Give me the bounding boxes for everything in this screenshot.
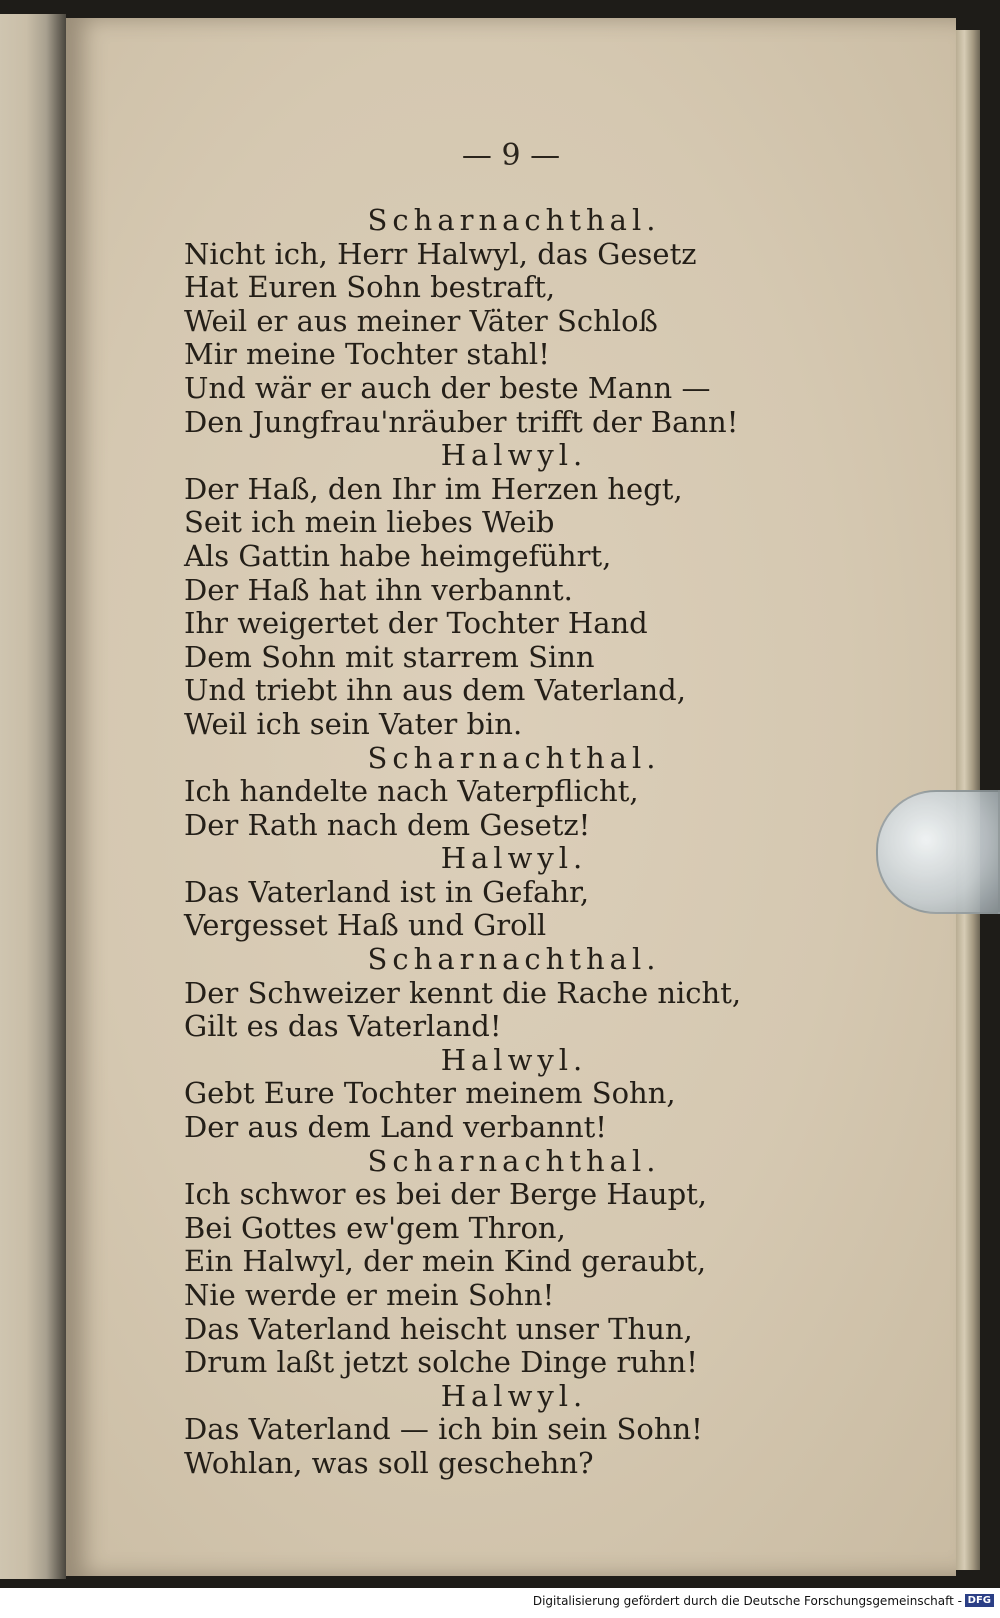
speaker-name: Scharnachthal. <box>367 203 661 237</box>
verse-line: Der Haß hat ihn verbannt. <box>184 572 573 607</box>
verse-line: Gebt Eure Tochter meinem Sohn, <box>184 1076 676 1111</box>
verse-line: Der Schweizer kennt die Rache nicht, <box>184 975 742 1010</box>
dfg-logo: DFG <box>965 1594 994 1607</box>
speaker-name: Scharnachthal. <box>367 942 661 977</box>
verse-line: Drum laßt jetzt solche Dinge ruhn! <box>184 1345 698 1380</box>
book-page <box>66 18 956 1576</box>
speaker-name: Halwyl. <box>440 841 588 876</box>
verse-line: Seit ich mein liebes Weib <box>184 505 555 540</box>
verse-line: Ich handelte nach Vaterpflicht, <box>184 774 639 809</box>
verse-line: Nie werde er mein Sohn! <box>184 1278 555 1312</box>
verse-line: Und wär er auch der beste Mann — <box>184 370 711 405</box>
verse-line: Der Rath nach dem Gesetz! <box>184 807 591 842</box>
digitization-credit: Digitalisierung gefördert durch die Deutsche Forschungsgemeinschaft - <box>532 1594 962 1608</box>
verse-line: Der Haß, den Ihr im Herzen hegt, <box>184 471 683 506</box>
verse-line: Bei Gottes ew'gem Thron, <box>184 1210 566 1245</box>
speaker-name: Halwyl. <box>440 438 588 473</box>
verse-line: Wohlan, was soll geschehn? <box>184 1445 594 1480</box>
verse-line: Das Vaterland heischt unser Thun, <box>184 1311 693 1346</box>
speaker-name: Scharnachthal. <box>367 1143 661 1178</box>
verse-line: Das Vaterland — ich bin sein Sohn! <box>184 1412 703 1447</box>
speaker-name: Halwyl. <box>440 1378 588 1413</box>
verse-line: Gilt es das Vaterland! <box>184 1009 502 1044</box>
verse-line: Und triebt ihn aus dem Vaterland, <box>184 673 686 708</box>
left-page-edge <box>0 14 66 1579</box>
verse-line: Vergesset Haß und Groll <box>184 908 547 943</box>
verse-line: Weil er aus meiner Väter Schloß <box>184 303 658 338</box>
footer-bar <box>0 1588 1000 1618</box>
verse-line: Den Jungfrau'nräuber trifft der Bann! <box>184 404 739 439</box>
verse-line: Nicht ich, Herr Halwyl, das Gesetz <box>184 236 697 271</box>
verse-line: Ihr weigertet der Tochter Hand <box>184 606 648 641</box>
verse-text-block <box>184 204 884 1481</box>
verse-line: Ein Halwyl, der mein Kind geraubt, <box>184 1244 707 1279</box>
page-holder-clip <box>876 790 1000 914</box>
speaker-name: Halwyl. <box>440 1042 588 1077</box>
page-number: — 9 — <box>461 138 561 173</box>
speaker-name: Scharnachthal. <box>367 740 661 775</box>
verse-line: Ich schwor es bei der Berge Haupt, <box>184 1177 708 1212</box>
verse-line: Dem Sohn mit starrem Sinn <box>184 639 595 674</box>
verse-line: Das Vaterland ist in Gefahr, <box>184 874 590 909</box>
verse-line: Als Gattin habe heimgeführt, <box>184 538 612 573</box>
verse-line: Hat Euren Sohn bestraft, <box>184 270 556 305</box>
verse-line: Weil ich sein Vater bin. <box>184 706 523 741</box>
verse-line: Mir meine Tochter stahl! <box>184 337 550 372</box>
verse-line: Der aus dem Land verbannt! <box>184 1110 607 1145</box>
